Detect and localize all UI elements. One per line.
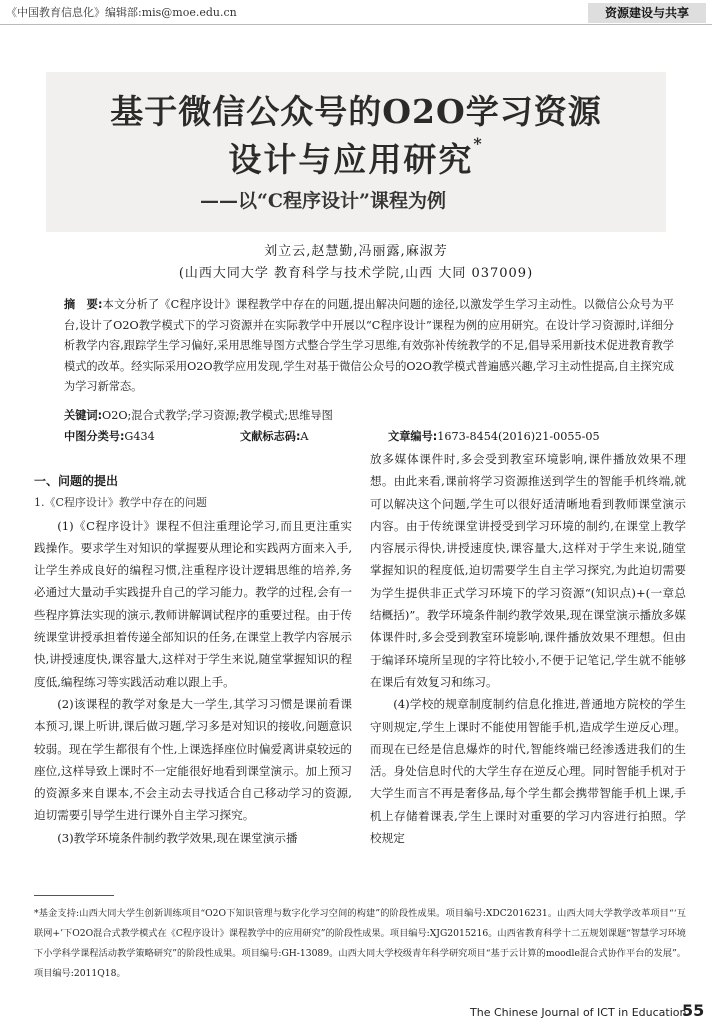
doc-code-value: A <box>300 430 309 443</box>
classification-line <box>64 428 674 444</box>
title-line-2 <box>46 134 666 181</box>
subsection-heading: 1.《C程序设计》教学中存在的问题 <box>34 496 207 510</box>
title-line-1: 基于微信公众号的O2O学习资源 <box>110 92 602 131</box>
abstract-text: 本文分析了《C程序设计》课程教学中存在的问题,提出解决问题的途径,以激发学生学习主动性。以微信公众号为平台,设计了O2O教学模式下的学习资源并在实际教学中开展以“C程序设计”课程为例的应用研究。在设计学习资源时,详细分析教学内容,跟踪学生学习偏好,采用思维导图方式整合学生学习思维,有效弥补传统教学的不足,倡导采用新技术促进教育教学模式的改革。经实际采用O2O教学应用发现,学生对基于微信公众号的O2O教学模式普遍感兴趣,学习主动性提高,自主探究成为学习新常态。 <box>64 298 674 393</box>
paragraph: 放多媒体课件时,多会受到教室环境影响,课件播放效果不理想。由此来看,课前将学习资源推送到学生的智能手机终端,就可以解决这个问题,学生可以很好适清晰地看到教师课堂演示内容。由于传统课堂讲授受到学习环境的制约,在课堂上教学内容展示得快,讲授速度快,课容量大,这样对于学生来说,随堂掌握知识的程度低,迫切需要学生自主学习探究,为此迫切需要为学生提供非正式学习环境下的学习资源“(知识点)+(一章总结概括)”。教学环境条件制约教学效果,现在课堂演示播放多媒体课件时,多会受到教室环境影响,课件播放效果不理想。但由于编译环境所呈现的字符比较小,不便于记笔记,学生就不能够在课后有效复习和练习。 <box>370 452 686 689</box>
title-footnote-mark: * <box>473 134 484 153</box>
journal-name: The Chinese Journal of ICT in Education <box>470 1006 687 1019</box>
keywords <box>64 407 333 423</box>
paragraph: (1)《C程序设计》课程不但注重理论学习,而且更注重实践操作。要求学生对知识的掌握要从理论和实践两方面来入手,让学生养成良好的编程习惯,注重程序设计逻辑思维的培养,务必通过大量动手实践提升自己的学习能力。教学的过程,会有一些程序算法实现的演示,教师讲解调试程序的重要过程。由于传统课堂讲授承担着传递全部知识的任务,在课堂上教学内容展示快,讲授速度快,课容量大,这样对于学生来说,随堂掌握知识的程度低,编程练习等实践活动难以跟上手。 <box>34 518 352 689</box>
article-no-label: 文章编号: <box>388 430 438 443</box>
section-heading: 一、问题的提出 <box>34 474 119 488</box>
header-divider <box>0 24 712 25</box>
authors: 刘立云,赵慧勤,冯丽露,麻淑芳 <box>264 244 448 259</box>
page-number: 55 <box>682 1001 705 1020</box>
abstract-label: 摘 要: <box>64 298 103 311</box>
abstract <box>64 295 674 398</box>
keywords-label: 关键词: <box>64 409 103 422</box>
affiliation: (山西大同大学 教育科学与技术学院,山西 大同 037009) <box>178 266 534 281</box>
clc-value: G434 <box>124 430 155 443</box>
footnote-divider <box>34 895 114 896</box>
keywords-text: O2O;混合式教学;学习资源;教学模式;思维导图 <box>102 409 333 422</box>
subtitle: ——以“C程序设计”课程为例 <box>200 190 446 212</box>
paragraph: (4)学校的规章制度制约信息化推进,普通地方院校的学生守则规定,学生上课时不能使用智能手机,造成学生逆反心理。而现在已经是信息爆炸的时代,智能终端已经渗透进我们的生活。身处信息时代的大学生存在逆反心理。同时智能手机对于大学生而言不再是奢侈品,每个学生都会携带智能手机上课,手机上存储着课表,学生上课时对重要的学习内容进行拍照。学校规定 <box>370 697 686 846</box>
footnote: *基金支持:山西大同大学生创新训练项目“O2O下知识管理与数字化学习空间的构建”的阶段性成果。项目编号:XDC2016231。山西大同大学教学改革项目“‘互联网+’下O2O混合式教学模式在《C程序设计》课程教学中的应用研究”的阶段性成果。项目编号:XJG2015216。山西省教育科学十二五规划课题“智慧学习环境下小学科学课程活动教学策略研究”的阶段性成果。项目编号:GH-13089。山西大同大学校级青年科学研究项目“基于云计算的moodle混合式协作平台的发展”。项目编号:2011Q18。 <box>34 908 686 979</box>
clc-label: 中图分类号: <box>64 430 125 443</box>
paragraph: (3)教学环境条件制约教学效果,现在课堂演示播 <box>57 830 298 845</box>
body-left-column <box>34 470 352 849</box>
paragraph: (2)该课程的教学对象是大一学生,其学习习惯是课前看课本预习,课上听讲,课后做习题,学习多是对知识的接收,问题意识较弱。现在学生都很有个性,上课选择座位时偏爱离讲桌较远的座位,这样导致上课时不一定能很好地看到课堂演示。加上预习的资源多来自课本,不会主动去寻找适合自己移动学习的资源,迫切需要引导学生进行课外自主学习探究。 <box>34 696 352 823</box>
doc-code-label: 文献标志码: <box>240 430 301 443</box>
section-tag: 资源建设与共享 <box>588 3 706 23</box>
article-no-value: 1673-8454(2016)21-0055-05 <box>437 430 600 443</box>
body-right-column <box>370 448 686 849</box>
title-line-2-text: 设计与应用研究 <box>228 140 474 179</box>
running-header: 《中国教育信息化》编辑部:mis@moe.edu.cn <box>6 6 237 19</box>
